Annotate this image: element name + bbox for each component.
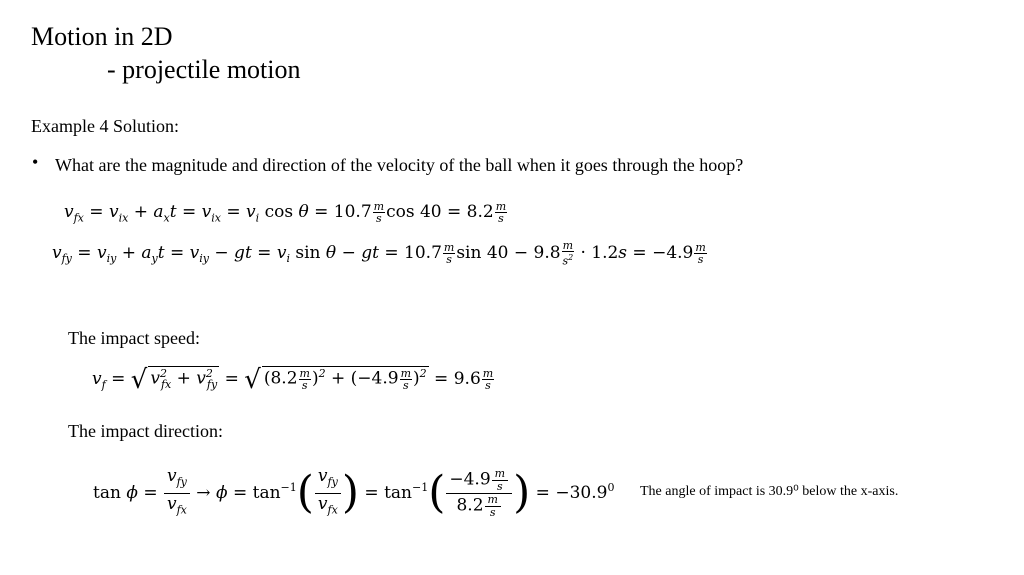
impact-speed-label: The impact speed:: [68, 328, 200, 348]
example-heading: Example 4 Solution:: [31, 116, 179, 136]
impact-direction-label: The impact direction:: [68, 421, 223, 441]
bullet-marker: •: [32, 152, 39, 172]
equation-vfy: $v_{fy} = v_{iy} + a_yt = v_{iy}$ − gt = $v_i$ sin θ − gt = 10.7 $\frac{m}{s}$ sin 40 − 9.8 $\frac{m}{s^2}$ · 1.2s = −4.9 $\frac{m}{s}$: [52, 239, 706, 268]
question-text: What are the magnitude and direction of the velocity of the ball when it goes through the hoop?: [55, 155, 744, 175]
equation-impact-speed: $v_f$ = √ $v^2_{fx} + v^2_{fy}$ = √ (8.2 $\frac{m}{s}$ )$^2$ + (−4.9 $\frac{m}{s}$ )$^2$ = 9.6 $\frac{m}{s}$: [92, 365, 494, 395]
equation-vfx: $v_{fx} = v_{ix} + a_xt = v_{ix} = v_i$ cos θ = 10.7 $\frac{m}{s}$ cos 40 = 8.2 $\frac{m}{s}$: [64, 200, 507, 225]
equation-impact-direction: tan ϕ = $\frac{v_{fy}}{v_{fx}}$ → $\phi = \tan^{-1}$( $\frac{v_{fy}}{v_{fx}}$ ) = $\tan^{-1}$( −4.9 $\frac{m}{s}$ 8.2 $\frac{m}{s}$ ) = $-30.9^0$: [93, 466, 615, 520]
slide-subtitle: - projectile motion: [107, 55, 301, 84]
angle-note: The angle of impact is 30.9⁰ below the x-axis.: [640, 484, 899, 499]
slide-title: Motion in 2D: [31, 22, 173, 51]
